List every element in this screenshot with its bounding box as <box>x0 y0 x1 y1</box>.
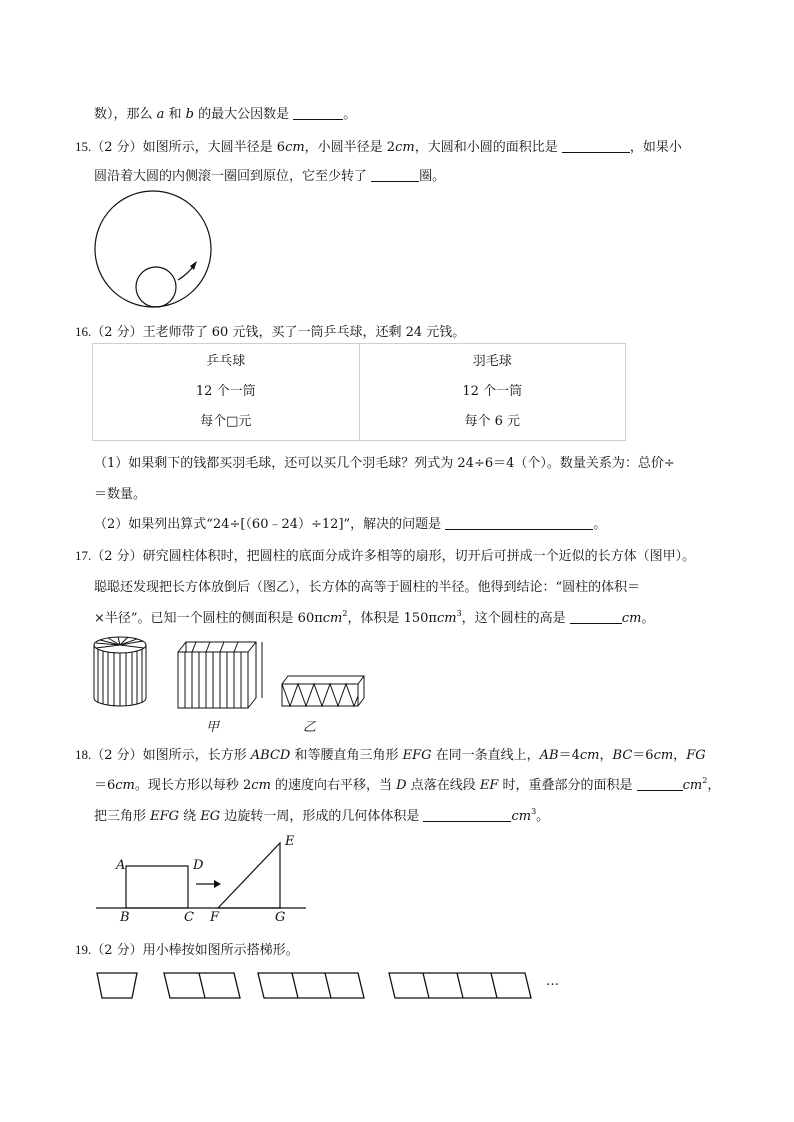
q16-text: 。 <box>593 517 607 532</box>
badminton-name: 羽毛球 <box>472 354 512 369</box>
trapezoid-group-1 <box>97 973 137 998</box>
trapezoid-group-4 <box>389 973 531 998</box>
q14-text: 和 <box>164 107 186 122</box>
unit: cm <box>653 748 674 763</box>
unit: cm <box>579 748 600 763</box>
q18-text: 。 <box>536 809 550 824</box>
pingpong-name: 乒乓球 <box>206 354 246 369</box>
label-g: G <box>275 910 286 925</box>
unit: cm <box>251 778 271 793</box>
question-number: 18. <box>75 747 92 762</box>
question-number: 15. <box>75 139 92 154</box>
segment-ab: AB <box>539 748 559 763</box>
q14-text: 数），那么 <box>94 107 157 122</box>
question-number: 16. <box>75 324 92 339</box>
q18-text: 和等腰直角三角形 <box>290 748 403 763</box>
q16-part1-line2: ＝数量。 <box>94 487 147 502</box>
q18-text: ＝6 <box>94 778 116 793</box>
q14-text: 的最大公因数是 <box>194 107 294 122</box>
q18-text: ， <box>599 748 613 763</box>
q18-text: 的速度向右平移，当 <box>270 778 397 793</box>
trapezoid-group-3 <box>258 973 364 998</box>
unit: cm <box>115 778 135 793</box>
q16-text: （2 分）王老师带了 60 元钱，买了一筒乒乓球，还剩 24 元钱。 <box>91 325 466 340</box>
q18-text: 在同一条直线上， <box>431 748 540 763</box>
label-jia: 甲 <box>206 720 220 735</box>
q18-text: （2 分）如图所示，长方形 <box>91 748 251 763</box>
q16-text: （2）如果列出算式“24÷[（60﹣24）÷12]”，解决的问题是 <box>94 517 446 532</box>
q15-text: （2 分）如图所示，大圆半径是 6 <box>91 140 286 155</box>
var-b: b <box>185 107 194 122</box>
unit: cm <box>621 611 642 626</box>
q14-text: 。 <box>343 107 357 122</box>
point-d: D <box>396 778 407 793</box>
q18-text: ＝6 <box>632 748 654 763</box>
q18-text: 时，重叠部分的面积是 <box>498 778 637 793</box>
q15-text: ，如果小 <box>629 140 682 155</box>
segment-ef: EF <box>479 778 499 793</box>
unit: cm <box>285 140 305 155</box>
pingpong-price: 每个□元 <box>200 414 252 429</box>
label-e: E <box>285 834 295 849</box>
pingpong-pack: 12 个一筒 <box>195 384 256 399</box>
triangle-efg: EFG <box>150 809 180 824</box>
triangle-efg: EFG <box>402 748 432 763</box>
q19-text: （2 分）用小棒按如图所示搭梯形。 <box>91 943 299 958</box>
unit: cm <box>511 809 532 824</box>
trapezoid-group-2 <box>164 973 240 998</box>
segment-bc: BC <box>612 748 633 763</box>
question-number: 19. <box>75 942 92 957</box>
q15-text: 圈。 <box>419 169 446 184</box>
q18-text: 。现长方形以每秒 2 <box>134 778 252 793</box>
segment-eg: EG <box>200 809 221 824</box>
ellipsis: … <box>546 974 559 989</box>
q17-text: （2 分）研究圆柱体积时，把圆柱的底面分成许多相等的扇形，切开后可拼成一个近似的长方体（图甲）。 <box>91 549 696 564</box>
q15-text: 圆沿着大圆的内侧滚一圈回到原位，它至少转了 <box>94 169 372 184</box>
question-number: 17. <box>75 548 92 563</box>
unit: cm <box>436 611 457 626</box>
q15-text: ，大圆和小圆的面积比是 <box>414 140 562 155</box>
q18-text: ＝4 <box>558 748 580 763</box>
rect-abcd: ABCD <box>250 748 291 763</box>
superscript: 2 <box>702 776 708 785</box>
q18-text: ， <box>673 748 687 763</box>
label-d: D <box>193 858 204 873</box>
q17-text: ，体积是 150π <box>347 611 437 626</box>
superscript: 3 <box>531 807 537 816</box>
q17-text: ×半径”。已知一个圆柱的侧面积是 60π <box>94 611 323 626</box>
label-c: C <box>184 910 194 925</box>
unit: cm <box>322 611 343 626</box>
q17-line-2: 聪聪还发现把长方体放倒后（图乙），长方体的高等于圆柱的半径。他得到结论：“圆柱的体积＝ <box>94 580 641 595</box>
var-a: a <box>156 107 165 122</box>
label-yi: 乙 <box>303 720 317 735</box>
label-f: F <box>210 910 220 925</box>
label-b: B <box>120 910 130 925</box>
q18-text: 绕 <box>179 809 201 824</box>
q18-text: 点落在线段 <box>406 778 480 793</box>
unit: cm <box>682 778 703 793</box>
q17-text: ，这个圆柱的高是 <box>461 611 570 626</box>
q18-text: 边旋转一周，形成的几何体体积是 <box>220 809 424 824</box>
q17-text: 。 <box>641 611 655 626</box>
q18-text: 把三角形 <box>94 809 151 824</box>
q15-text: ，小圆半径是 2 <box>304 140 396 155</box>
superscript: 3 <box>456 609 462 618</box>
q18-text: ， <box>707 778 721 793</box>
badminton-pack: 12 个一筒 <box>462 384 523 399</box>
label-a: A <box>116 858 126 873</box>
segment-fg: FG <box>686 748 706 763</box>
superscript: 2 <box>342 609 348 618</box>
q16-part1-line1: （1）如果剩下的钱都买羽毛球，还可以买几个羽毛球？列式为 24÷6＝4（个）。数量关系为：总价÷ <box>94 456 675 471</box>
badminton-price: 每个 6 元 <box>464 414 521 429</box>
unit: cm <box>395 140 415 155</box>
